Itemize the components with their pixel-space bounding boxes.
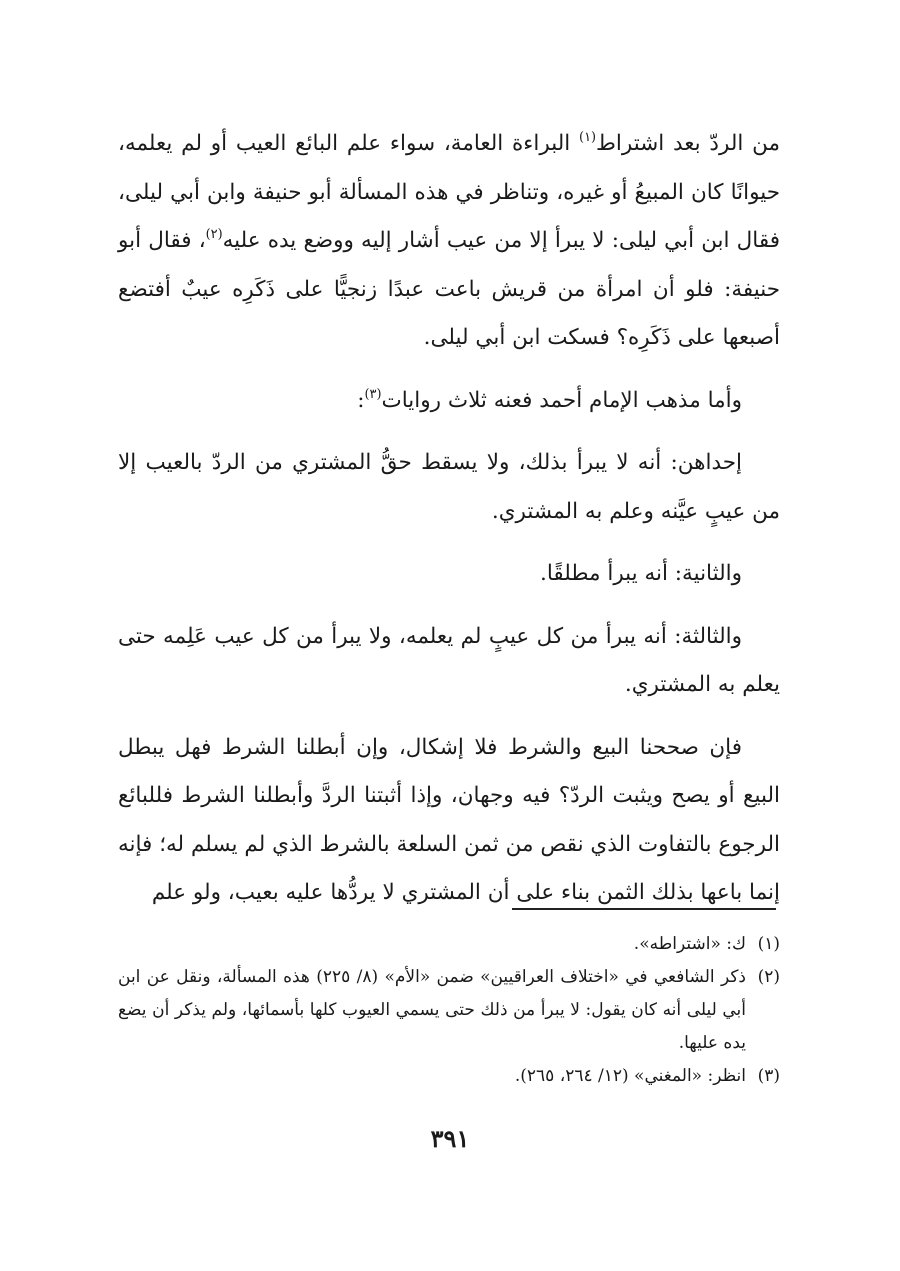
footnote-1 — [118, 928, 780, 961]
paragraph-1-part-a: من الردّ بعد اشتراط — [596, 131, 780, 156]
paragraph-6: فإن صححنا البيع والشرط فلا إشكال، وإن أبطلنا الشرط فهل يبطل البيع أو يصح ويثبت الردّ؟ فيه وجهان، وإذا أثبتنا الردَّ وأبطلنا الشرط فللبائع الرجوع بالتفاوت الذي نقص من ثمن السلعة بالشرط الذي لم يسلم له؛ فإنه إنما باعها بذلك الثمن بناء على أن المشتري لا يردُّها عليه بعيب، ولو علم — [118, 734, 780, 905]
footnote-3 — [118, 1060, 780, 1093]
paragraph-1-part-b: البراءة العامة، سواء علم البائع العيب أو لم يعلمه، حيوانًا كان المبيعُ أو غيره، وتناظر في هذه المسألة أبو حنيفة وابن أبي ليلى، فقال ابن أبي ليلى: لا يبرأ إلا من عيب أشار إليه ووضع يده عليه — [118, 131, 780, 253]
paragraph-4: والثانية: أنه يبرأ مطلقًا. — [539, 561, 742, 586]
footnote-text: ك: «اشتراطه». — [633, 934, 746, 954]
footnote-ref-2[interactable]: (٢) — [205, 226, 223, 242]
footnote-separator — [512, 908, 776, 910]
paragraph-1-part-c: ، فقال أبو حنيفة: فلو أن امرأة من قريش باعت عبدًا زنجيًّا على ذَكَرِه عيبٌ أفتضع أصبعها على ذَكَرِه؟ فسكت ابن أبي ليلى. — [118, 228, 780, 350]
footnotes — [118, 928, 780, 1093]
paragraph-2-part-a: وأما مذهب الإمام أحمد فعنه ثلاث روايات — [381, 387, 742, 413]
paragraph-3: إحداهن: أنه لا يبرأ بذلك، ولا يسقط حقُّ المشتري من الردّ بالعيب إلا من عيبٍ عيَّنه وعلم به المشتري. — [118, 450, 780, 524]
footnote-ref-3[interactable]: (٣) — [364, 386, 382, 402]
footnote-ref-1[interactable]: (١) — [579, 129, 597, 145]
paragraph-1 — [118, 120, 780, 363]
paragraph-2-part-b: : — [357, 387, 365, 413]
paragraph-2 — [118, 377, 780, 426]
footnote-number: (٣) — [757, 1066, 780, 1086]
main-text — [118, 120, 780, 918]
footnote-number: (١) — [757, 934, 780, 954]
paragraph-5: والثالثة: أنه يبرأ من كل عيبٍ لم يعلمه، ولا يبرأ من كل عيب عَلِمه حتى يعلم به المشتري. — [118, 623, 780, 697]
footnote-number: (٢) — [757, 967, 780, 987]
footnote-text: انظر: «المغني» (١٢/ ٢٦٤، ٢٦٥). — [514, 1066, 746, 1086]
page-number: ٣٩١ — [430, 1124, 470, 1153]
footnote-text: ذكر الشافعي في «اختلاف العراقيين» ضمن «الأم» (٨/ ٢٢٥) هذه المسألة، ونقل عن ابن أبي ليلى أنه كان يقول: لا يبرأ من ذلك حتى يسمي العيوب كلها بأسمائها، ولم يذكر أن يضع يده عليها. — [118, 967, 746, 1053]
footnote-2 — [118, 961, 780, 1060]
